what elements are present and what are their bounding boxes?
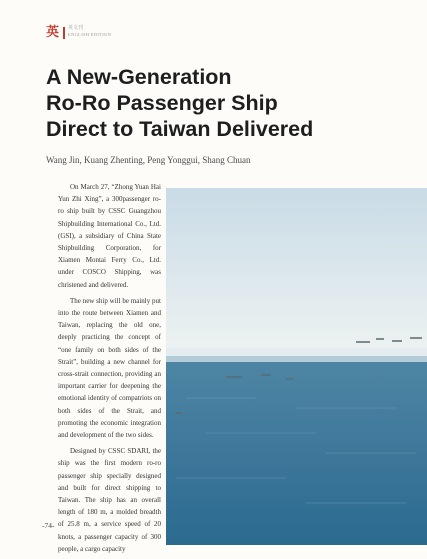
article-title [46, 64, 376, 142]
title-line: Ro-Ro Passenger Ship [46, 91, 278, 115]
body-paragraph: The new ship will be mainly put into the route between Xiamen and Taiwan, replacing the old one, deeply practicing the concept of “one family on both sides of the Strait”, building a new channel for cross-strait connection, providing an important carrier for deepening the emotional identity of compatriots on both sides of the Strait, and promoting the economic integration and development of the two sides. [58, 296, 161, 440]
section-divider [63, 27, 65, 39]
sea [166, 356, 427, 545]
body-paragraph: On March 27, “Zhong Yuan Hai Yun Zhi Xing”, a 300passenger ro-ro ship built by CSSC Guangzhou Shipbuilding International Co., Ltd. (GSI), a subsidiary of China State Shipbuilding Corporation, for Xiamen Montai Ferry Co., Ltd. under COSCO Shipping, was christened and delivered. [58, 183, 161, 289]
ship-sea-photo [166, 188, 427, 545]
section-char: 英 [46, 25, 60, 40]
page-number: -74- [42, 521, 55, 530]
body-paragraph: Designed by CSSC SDARI, the ship was the first modern ro-ro passenger ship specially designed and built for direct shipping to Taiwan. The ship has an overall length of 180 m, a molded breadth of 25.8 m, a service speed of 20 knots, a passenger capacity of 300 people, a cargo capacity [58, 447, 161, 553]
article-body [58, 181, 161, 559]
section-label-en: ENGLISH EDITION [68, 32, 112, 37]
sky [166, 188, 427, 358]
article-authors: Wang Jin, Kuang Zhenting, Peng Yonggui, Shang Chuan [46, 155, 251, 165]
section-label-cn: 英文刊 [68, 26, 84, 31]
title-line: Direct to Taiwan Delivered [46, 117, 314, 141]
horizon-haze [166, 348, 427, 362]
title-line: A New-Generation [46, 65, 232, 89]
